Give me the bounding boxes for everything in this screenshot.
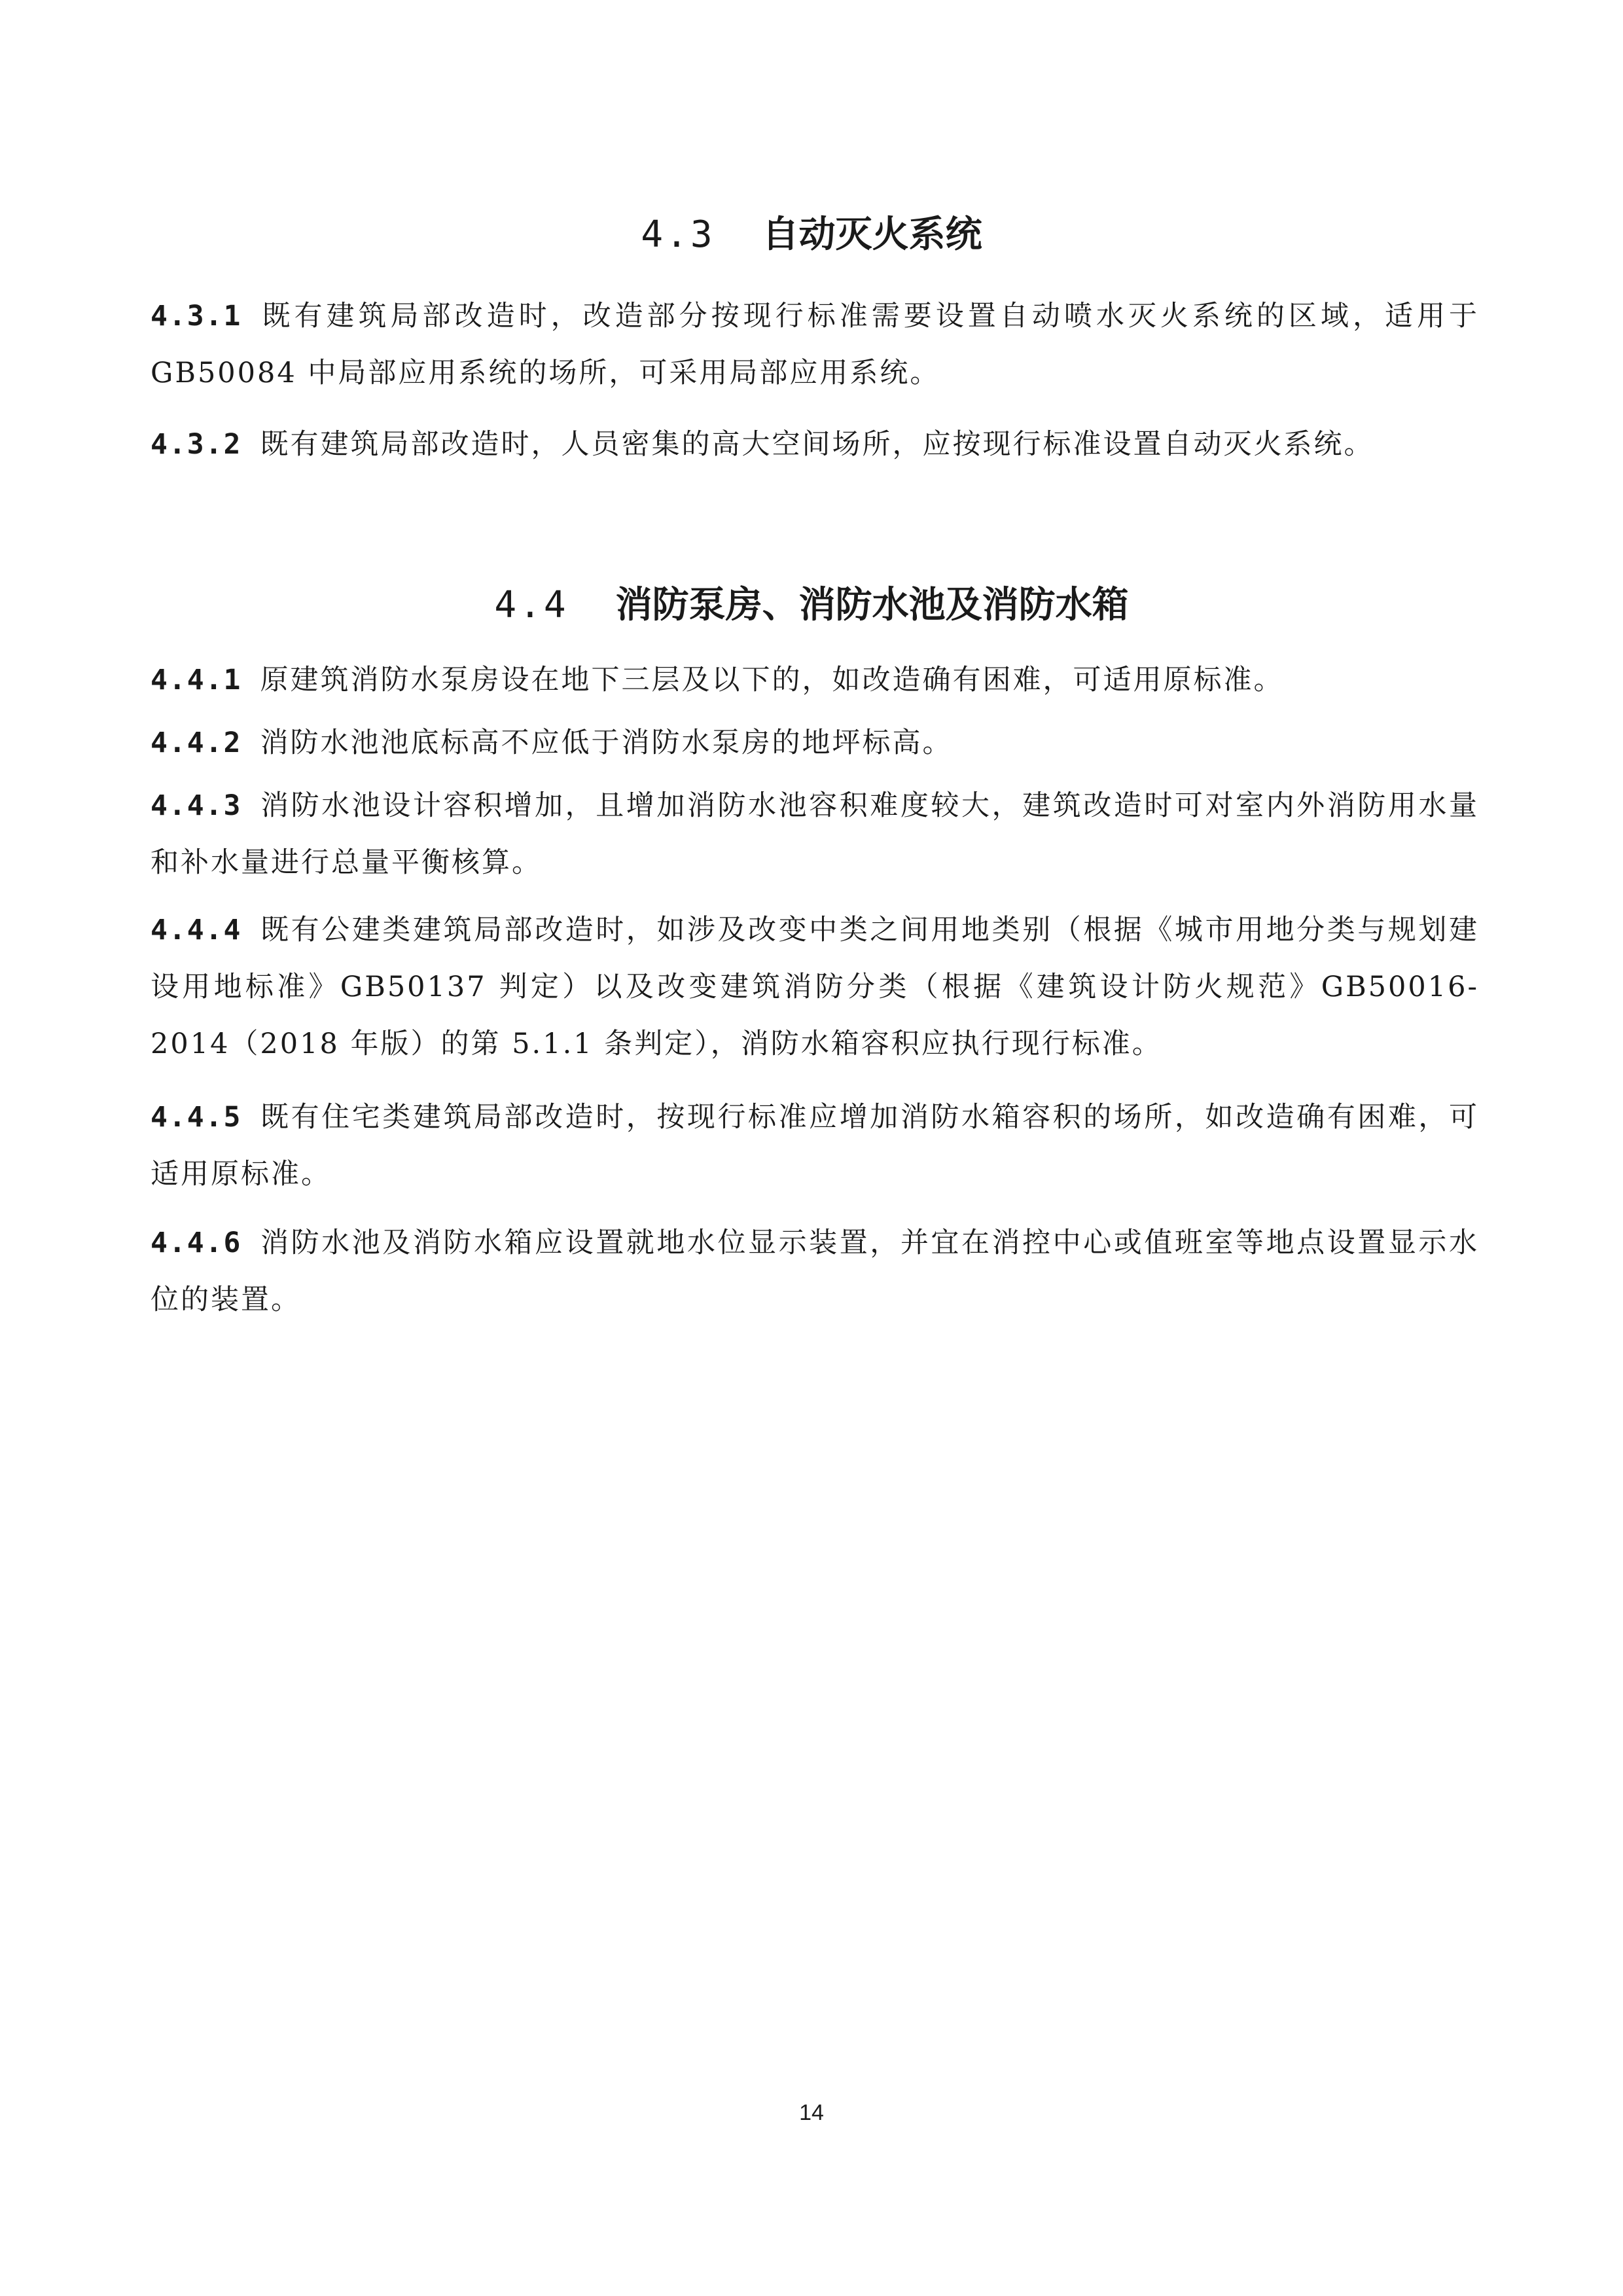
clause-4-4-2 <box>151 715 1479 772</box>
clause-number: 4.3.2 <box>151 428 242 461</box>
clause-4-3-1 <box>151 288 1479 402</box>
clause-number: 4.4.5 <box>151 1101 242 1134</box>
clause-number: 4.4.4 <box>151 914 242 946</box>
clause-4-3-2 <box>151 416 1479 473</box>
clause-text: 既有建筑局部改造时，改造部分按现行标准需要设置自动喷水灭火系统的区域，适用于 GB50084 中局部应用系统的场所，可采用局部应用系统。 <box>151 300 1479 389</box>
clause-4-4-6 <box>151 1215 1479 1329</box>
clause-4-4-4 <box>151 902 1479 1073</box>
clause-number: 4.4.6 <box>151 1227 242 1259</box>
clause-text: 既有住宅类建筑局部改造时，按现行标准应增加消防水箱容积的场所，如改造确有困难，可适用原标准。 <box>151 1101 1479 1191</box>
clause-text: 消防水池及消防水箱应设置就地水位显示装置，并宜在消控中心或值班室等地点设置显示水位的装置。 <box>151 1227 1479 1316</box>
clause-4-4-5 <box>151 1089 1479 1203</box>
section-number: 4.3 <box>641 213 715 256</box>
section-heading-4-3 <box>0 208 1623 261</box>
page-number: 14 <box>799 2100 824 2125</box>
clause-number: 4.3.1 <box>151 300 242 332</box>
clause-text: 原建筑消防水泵房设在地下三层及以下的，如改造确有困难，可适用原标准。 <box>260 664 1284 696</box>
clause-text: 消防水池设计容积增加，且增加消防水池容积难度较大，建筑改造时可对室内外消防用水量和补水量进行总量平衡核算。 <box>151 789 1479 879</box>
section-heading-4-4 <box>0 579 1623 632</box>
clause-text: 既有公建类建筑局部改造时，如涉及改变中类之间用地类别（根据《城市用地分类与规划建设用地标准》GB50137 判定）以及改变建筑消防分类（根据《建筑设计防火规范》GB50016-2014（2018 年版）的第 5.1.1 条判定），消防水箱容积应执行现行标准。 <box>151 914 1479 1060</box>
clause-4-4-3 <box>151 778 1479 891</box>
clause-text: 既有建筑局部改造时，人员密集的高大空间场所，应按现行标准设置自动灭火系统。 <box>260 428 1374 461</box>
clause-number: 4.4.2 <box>151 726 242 759</box>
clause-4-4-1 <box>151 652 1479 709</box>
clause-number: 4.4.3 <box>151 789 242 822</box>
section-title: 自动灭火系统 <box>762 213 982 256</box>
section-number: 4.4 <box>494 584 569 626</box>
clause-number: 4.4.1 <box>151 664 242 696</box>
section-title: 消防泵房、消防水池及消防水箱 <box>615 584 1129 626</box>
clause-text: 消防水池池底标高不应低于消防水泵房的地坪标高。 <box>260 726 953 759</box>
